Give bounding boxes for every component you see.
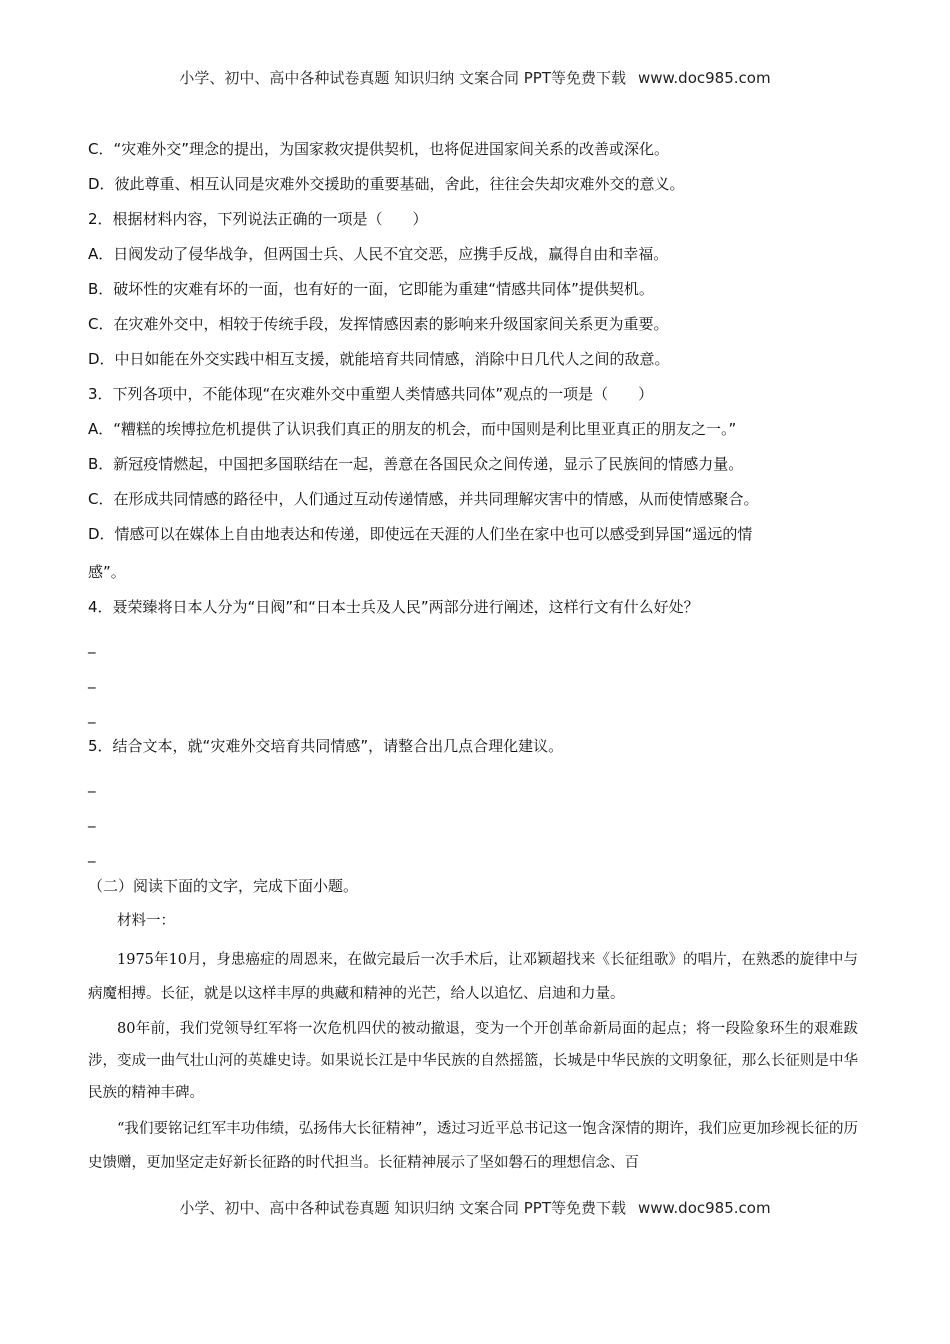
answer-blank[interactable]: _: [88, 636, 96, 654]
answer-blank[interactable]: _: [88, 810, 96, 828]
answer-blank[interactable]: _: [88, 845, 96, 863]
option-2b: B．破坏性的灾难有坏的一面，也有好的一面，它即能为重建“情感共同体”提供契机。: [88, 280, 654, 298]
answer-blank[interactable]: _: [88, 706, 96, 724]
option-3d-continued: 感”。: [88, 563, 126, 581]
option-2c: C．在灾难外交中，相较于传统手段，发挥情感因素的影响来升级国家间关系更为重要。: [88, 315, 669, 333]
header-text: 小学、初中、高中各种试卷真题 知识归纳 文案合同 PPT等免费下载: [179, 69, 626, 87]
option-1d: D．彼此尊重、相互认同是灾难外交援助的重要基础，舍此，往往会失却灾难外交的意义。: [88, 175, 685, 193]
answer-blank[interactable]: _: [88, 671, 96, 689]
answer-blank[interactable]: _: [88, 775, 96, 793]
passage-paragraph: 1975年10月，身患癌症的周恩来，在做完最后一次手术后，让邓颖超找来《长征组歌》的唱片，在熟悉的旋律中与病魔相搏。长征，就是以这样丰厚的典藏和精神的光芒，给人以追忆、启迪和力量。: [88, 952, 858, 1002]
option-3d: D．情感可以在媒体上自由地表达和传递，即使远在天涯的人们坐在家中也可以感受到异国“遥远的情: [88, 525, 753, 543]
page-footer: [0, 1197, 950, 1218]
question-3: 3．下列各项中，不能体现“在灾难外交中重塑人类情感共同体”观点的一项是（ ）: [88, 385, 654, 403]
footer-text: 小学、初中、高中各种试卷真题 知识归纳 文案合同 PPT等免费下载: [179, 1199, 626, 1217]
question-2: 2．根据材料内容，下列说法正确的一项是（ ）: [88, 210, 428, 228]
page-header: [0, 67, 950, 88]
question-5: 5．结合文本，就“灾难外交培育共同情感”，请整合出几点合理化建议。: [88, 737, 564, 755]
question-4: 4．聂荣臻将日本人分为“日阀”和“日本士兵及人民”两部分进行阐述，这样行文有什么好处？: [88, 598, 699, 616]
option-3a: A．“糟糕的埃博拉危机提供了认识我们真正的朋友的机会，而中国则是利比里亚真正的朋友之一。”: [88, 420, 737, 438]
passage-paragraph: 80年前，我们党领导红军将一次危机四伏的被动撤退，变为一个开创革命新局面的起点；将一段险象环生的艰难跋涉，变成一曲气壮山河的英雄史诗。如果说长江是中华民族的自然摇篮，长城是中华民族的文明象征，那么长征则是中华民族的精神丰碑。: [88, 1021, 858, 1101]
option-2d: D．中日如能在外交实践中相互支援，就能培育共同情感，消除中日几代人之间的敌意。: [88, 350, 670, 368]
option-1c: C．“灾难外交”理念的提出，为国家救灾提供契机，也将促进国家间关系的改善或深化。: [88, 140, 670, 158]
passage-paragraph: “我们要铭记红军丰功伟绩，弘扬伟大长征精神”，透过习近平总书记这一饱含深情的期许，我们应更加珍视长征的历史馈赠，更加坚定走好新长征路的时代担当。长征精神展示了坚如磐石的理想信念、百: [88, 1121, 858, 1171]
option-2a: A．日阀发动了侵华战争，但两国士兵、人民不宜交恶，应携手反战，赢得自由和幸福。: [88, 245, 669, 263]
section-heading: （二）阅读下面的文字，完成下面小题。: [88, 877, 359, 895]
header-site-link[interactable]: www.doc985.com: [637, 69, 771, 87]
passage-label: 材料一：: [117, 913, 175, 929]
option-3b: B．新冠疫情燃起，中国把多国联结在一起，善意在各国民众之间传递，显示了民族间的情感力量。: [88, 455, 744, 473]
option-3c: C．在形成共同情感的路径中，人们通过互动传递情感，并共同理解灾害中的情感，从而使情感聚合。: [88, 490, 759, 508]
reading-passage: [88, 911, 858, 1180]
footer-site-link[interactable]: www.doc985.com: [637, 1199, 771, 1217]
